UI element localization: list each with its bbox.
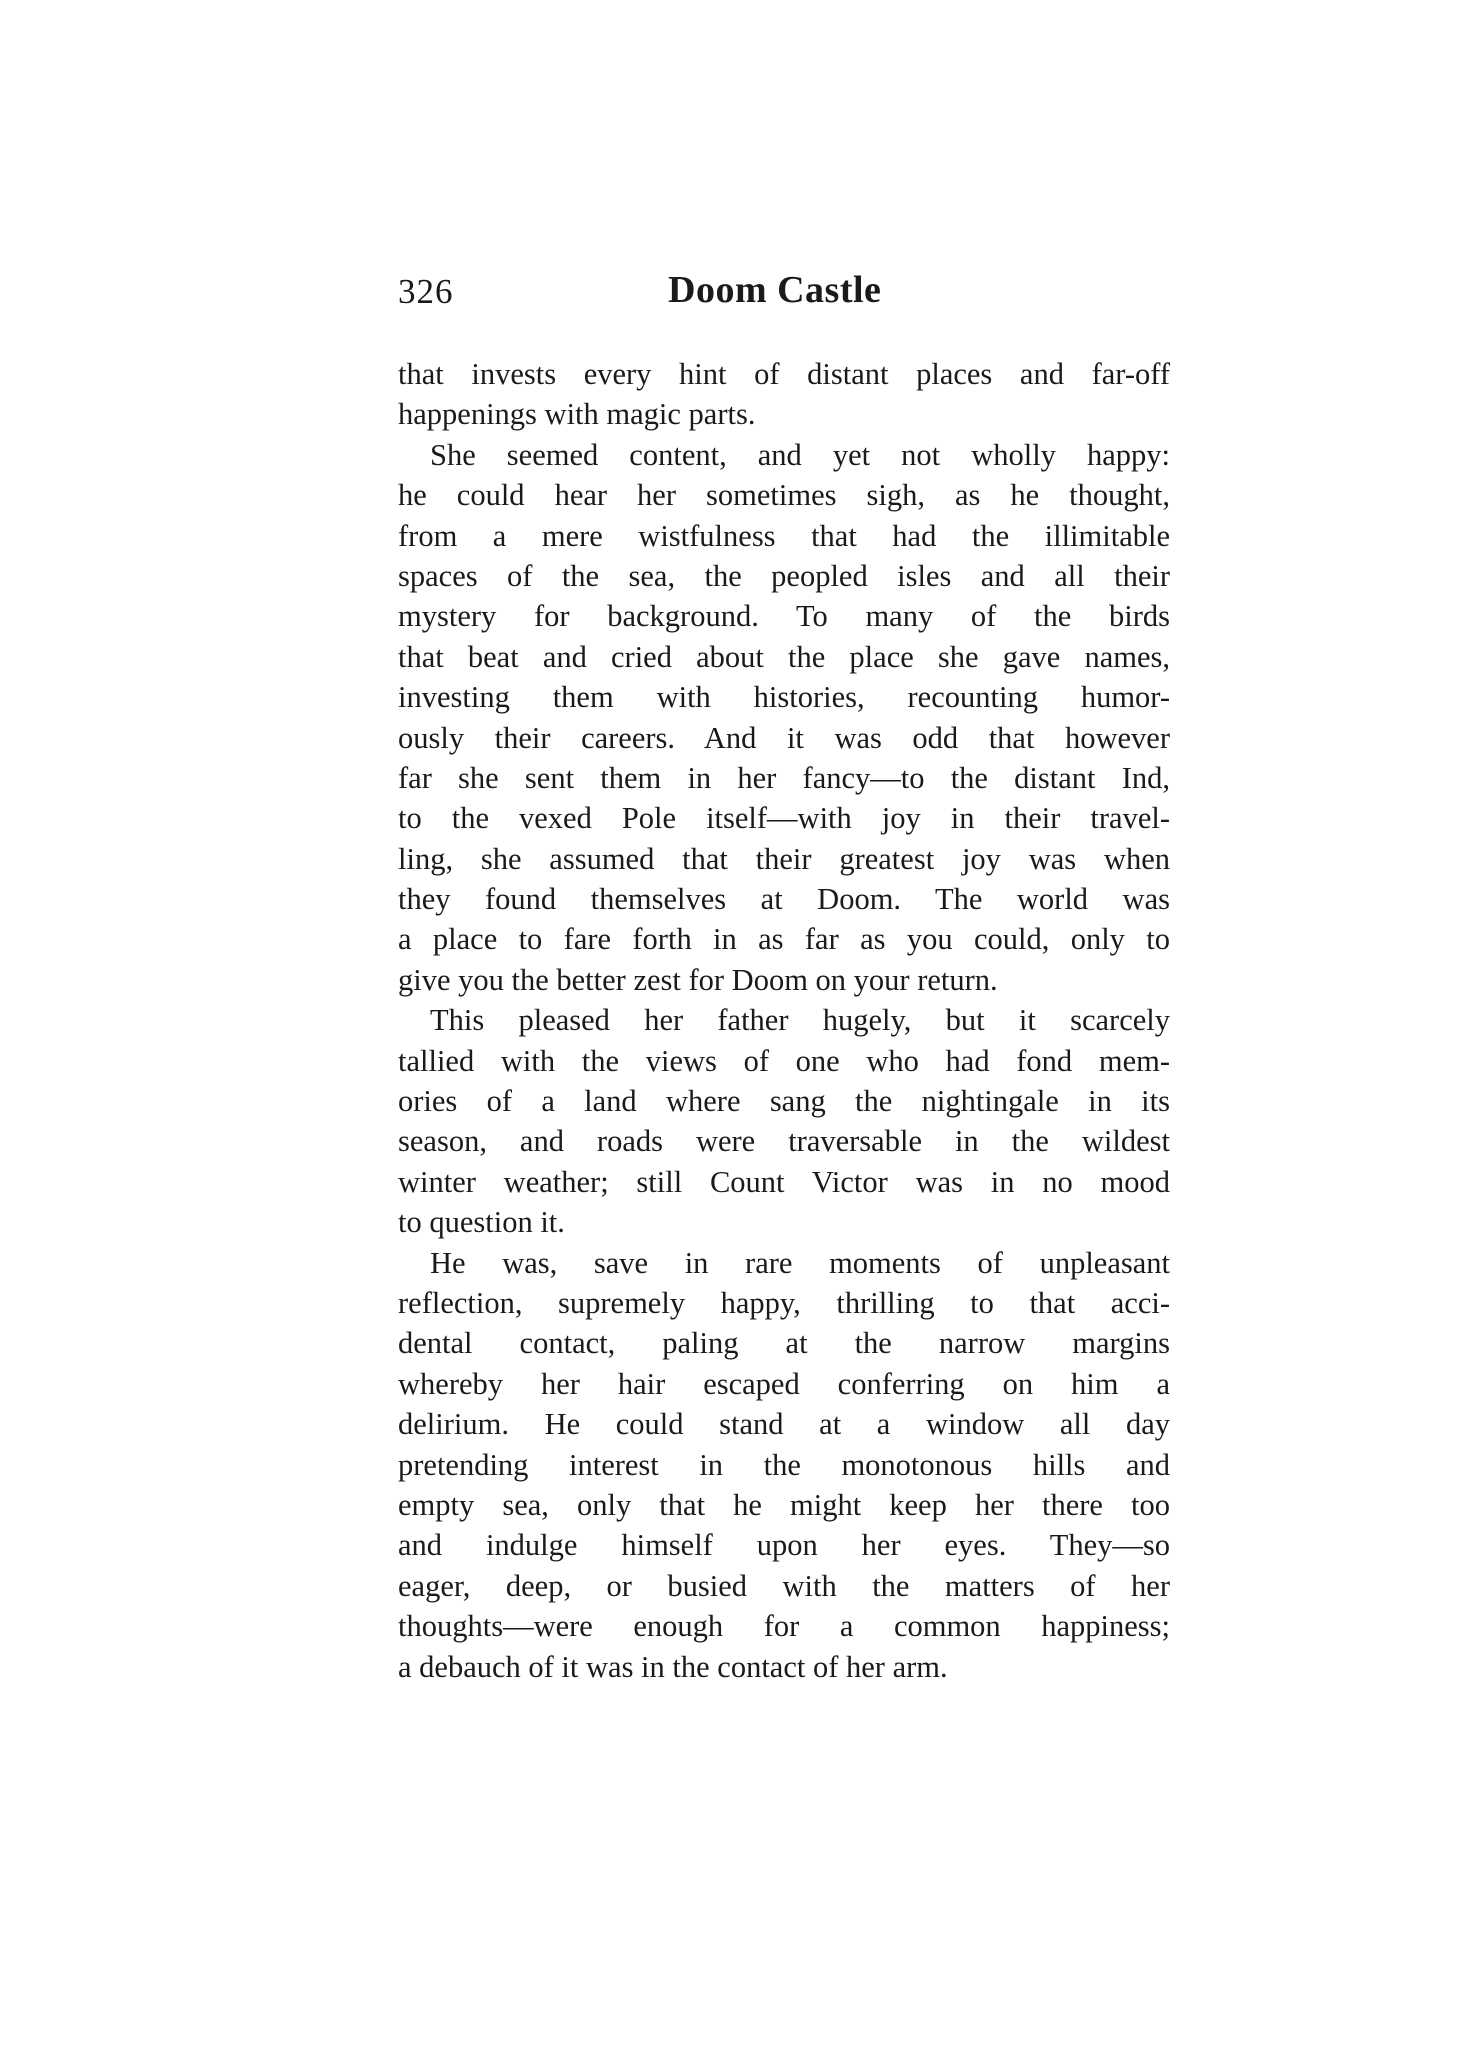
text-line: reflection, supremely happy, thrilling to that acci-	[398, 1285, 1170, 1320]
text-line: give you the better zest for Doom on your return.	[398, 962, 998, 997]
text-line: pretending interest in the monotonous hills and	[398, 1447, 1170, 1482]
text-line: thoughts—were enough for a common happiness;	[398, 1609, 1170, 1644]
text-line: tallied with the views of one who had fond mem-	[398, 1043, 1170, 1078]
text-line: from a mere wistfulness that had the illimitable	[398, 518, 1170, 553]
text-line: a place to fare forth in as far as you could, only to	[398, 922, 1170, 957]
text-line: This pleased her father hugely, but it scarcely	[430, 1003, 1170, 1038]
text-line: investing them with histories, recounting humor-	[398, 680, 1170, 715]
text-line: eager, deep, or busied with the matters of her	[398, 1568, 1170, 1603]
text-line: She seemed content, and yet not wholly happy:	[430, 437, 1170, 472]
book-title: Doom Castle	[668, 269, 882, 311]
text-line: that beat and cried about the place she gave names,	[398, 639, 1170, 674]
text-line: winter weather; still Count Victor was in no mood	[398, 1164, 1170, 1199]
text-line: far she sent them in her fancy—to the distant Ind,	[398, 760, 1170, 795]
text-line: that invests every hint of distant places and far-off	[398, 357, 1170, 391]
text-line: ories of a land where sang the nightingale in its	[398, 1084, 1170, 1119]
page-number: 326	[398, 272, 454, 311]
text-line: spaces of the sea, the peopled isles and all their	[398, 558, 1170, 593]
text-line: whereby her hair escaped conferring on him a	[398, 1366, 1170, 1401]
running-head	[398, 269, 1168, 322]
text-line: to question it.	[398, 1205, 565, 1240]
text-line: mystery for background. To many of the birds	[398, 599, 1170, 634]
text-line: ling, she assumed that their greatest joy was when	[398, 841, 1170, 876]
text-line: he could hear her sometimes sigh, as he thought,	[398, 478, 1170, 513]
text-line: He was, save in rare moments of unpleasant	[430, 1245, 1170, 1280]
text-line: they found themselves at Doom. The world was	[398, 882, 1170, 917]
text-line: ously their careers. And it was odd that however	[398, 720, 1170, 755]
text-line: empty sea, only that he might keep her there too	[398, 1487, 1170, 1522]
text-line: a debauch of it was in the contact of her arm.	[398, 1649, 948, 1684]
body-text	[398, 354, 1170, 1687]
text-line: happenings with magic parts.	[398, 397, 756, 432]
text-line: to the vexed Pole itself—with joy in their travel-	[398, 801, 1170, 836]
text-line: and indulge himself upon her eyes. They—so	[398, 1528, 1170, 1563]
text-line: season, and roads were traversable in the wildest	[398, 1124, 1170, 1159]
text-line: dental contact, paling at the narrow margins	[398, 1326, 1170, 1361]
text-line: delirium. He could stand at a window all day	[398, 1407, 1170, 1442]
